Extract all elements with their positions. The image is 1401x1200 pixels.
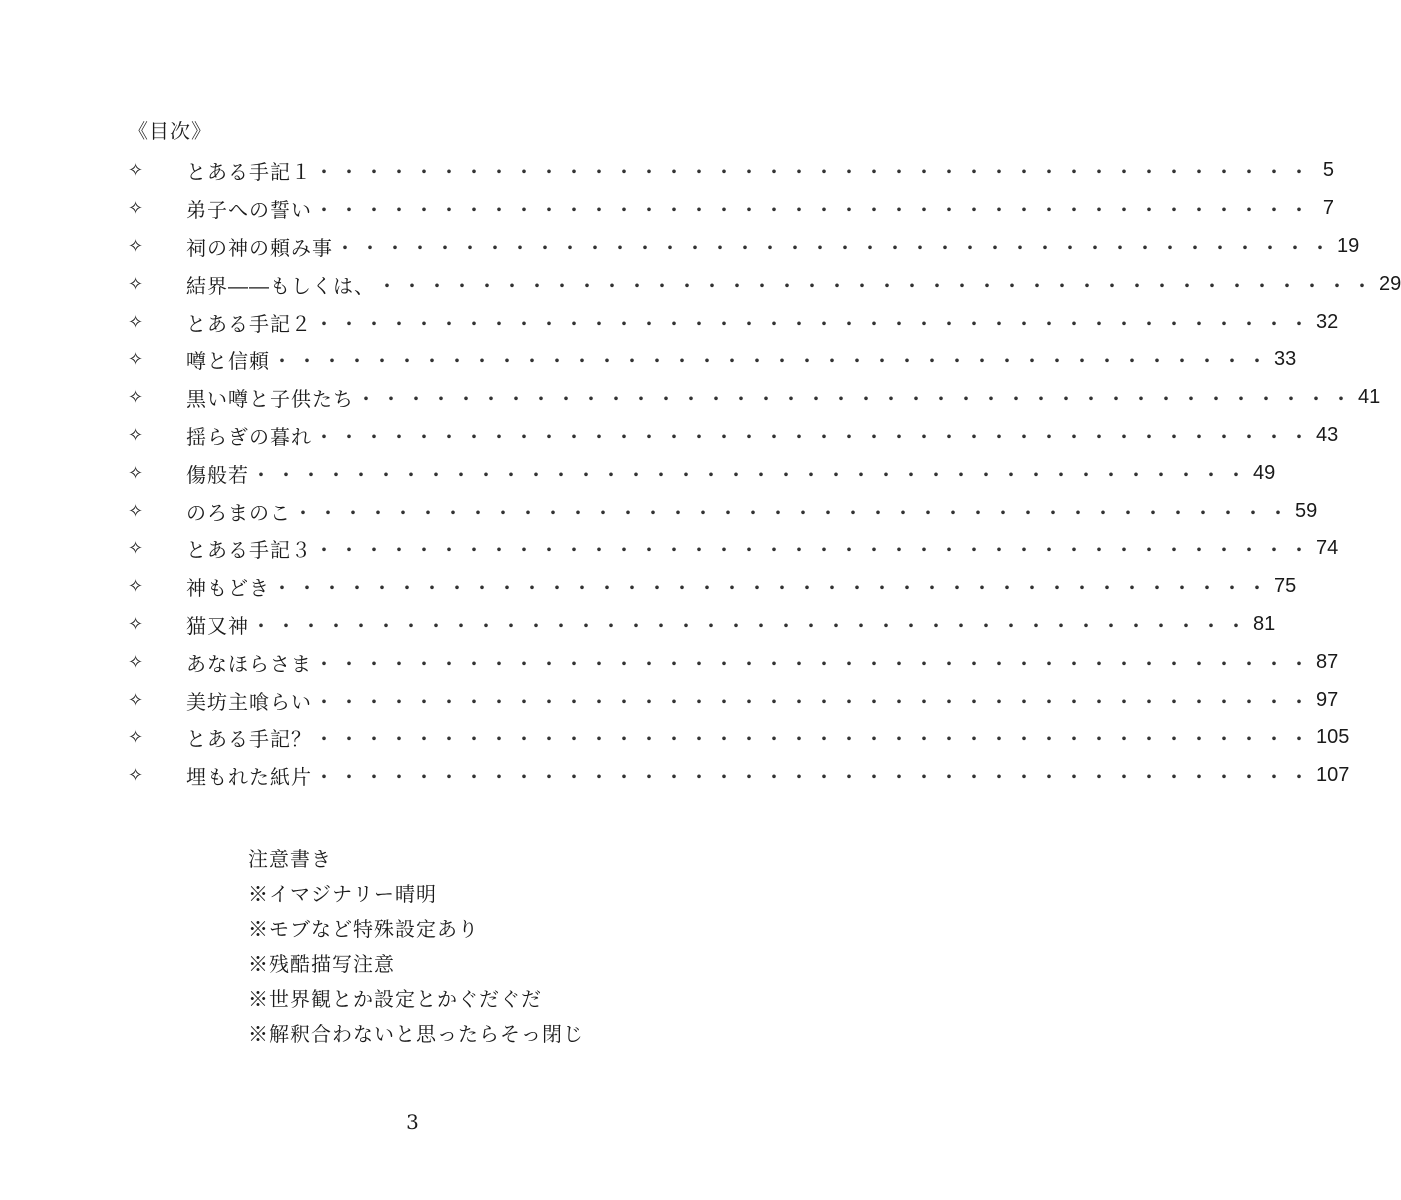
toc-entry-title: のろまのこ [186,500,291,525]
sparkle-bullet-icon: ✧ [128,651,144,673]
toc-entry-title: とある手記？ [186,727,312,752]
toc-entry-title: 埋もれた紙片 [186,765,312,790]
toc-entry [128,454,1276,492]
toc-entry-page: 43 [1316,423,1339,446]
toc-dot-leader: ・・・・・・・・・・・・・・・・・・・・・・・・・・・・・・・・・・・・・・・・ [314,160,1314,185]
note-item: ※世界観とか設定とかぐだぐだ [248,987,542,1011]
page-number: 3 [406,1110,419,1134]
toc-dot-leader: ・・・・・・・・・・・・・・・・・・・・・・・・・・・・・・・・・・・・・・・・ [251,462,1251,487]
toc-entry-title: 猫又神 [186,613,249,638]
toc-entry [128,228,1360,266]
sparkle-bullet-icon: ✧ [128,576,144,598]
toc-entry-title: 黒い噂と子供たち [186,387,354,412]
toc-entry [128,568,1297,606]
toc-entry-title: あなほらさま [186,651,312,676]
sparkle-bullet-icon: ✧ [128,311,144,333]
toc-entry [128,341,1297,379]
toc-entry [128,530,1339,568]
sparkle-bullet-icon: ✧ [128,273,144,295]
toc-entry [128,190,1334,228]
toc-entry-title: 揺らぎの暮れ [186,424,312,449]
toc-entry-page: 33 [1274,348,1297,371]
toc-entry [128,417,1339,455]
note-item: ※モブなど特殊設定あり [248,917,479,941]
sparkle-bullet-icon: ✧ [128,613,144,635]
toc-entry [128,152,1334,190]
toc-entry-title: 美坊主喰らい [186,689,312,714]
note-item: ※イマジナリー晴明 [248,882,437,906]
toc-entry [128,265,1401,303]
toc-entry [128,492,1318,530]
toc-entry-page: 97 [1316,688,1339,711]
toc-entry-page: 49 [1253,461,1276,484]
sparkle-bullet-icon: ✧ [128,500,144,522]
toc-entry-page: 107 [1316,764,1350,787]
toc-entry-title: 傷般若 [186,462,249,487]
toc-entry-page: 105 [1316,726,1350,749]
toc-list [128,152,1401,795]
toc-entry-title: とある手記２ [186,311,312,336]
sparkle-bullet-icon: ✧ [128,538,144,560]
sparkle-bullet-icon: ✧ [128,689,144,711]
notes-section [248,842,584,1052]
toc-dot-leader: ・・・・・・・・・・・・・・・・・・・・・・・・・・・・・・・・・・・・・・・・ [272,576,1272,601]
toc-entry-page: 81 [1253,612,1276,635]
sparkle-bullet-icon: ✧ [128,387,144,409]
toc-dot-leader: ・・・・・・・・・・・・・・・・・・・・・・・・・・・・・・・・・・・・・・・・ [314,198,1314,223]
sparkle-bullet-icon: ✧ [128,462,144,484]
sparkle-bullet-icon: ✧ [128,160,144,182]
toc-entry [128,681,1339,719]
toc-dot-leader: ・・・・・・・・・・・・・・・・・・・・・・・・・・・・・・・・・・・・・・・・ [356,387,1356,412]
sparkle-bullet-icon: ✧ [128,424,144,446]
toc-entry [128,643,1339,681]
toc-entry-title: 噂と信頼 [186,349,270,374]
toc-entry-page: 87 [1316,650,1339,673]
sparkle-bullet-icon: ✧ [128,198,144,220]
toc-heading: 《目次》 [128,119,212,143]
toc-entry-page: 19 [1337,234,1360,257]
toc-entry-title: とある手記１ [186,160,312,185]
toc-dot-leader: ・・・・・・・・・・・・・・・・・・・・・・・・・・・・・・・・・・・・・・・・ [314,727,1314,752]
toc-entry-page: 75 [1274,575,1297,598]
toc-dot-leader: ・・・・・・・・・・・・・・・・・・・・・・・・・・・・・・・・・・・・・・・・ [293,500,1293,525]
sparkle-bullet-icon: ✧ [128,235,144,257]
sparkle-bullet-icon: ✧ [128,727,144,749]
toc-dot-leader: ・・・・・・・・・・・・・・・・・・・・・・・・・・・・・・・・・・・・・・・・ [314,651,1314,676]
toc-dot-leader: ・・・・・・・・・・・・・・・・・・・・・・・・・・・・・・・・・・・・・・・・ [335,235,1335,260]
toc-entry-page: 41 [1358,386,1381,409]
toc-entry-page: 7 [1322,197,1334,220]
toc-dot-leader: ・・・・・・・・・・・・・・・・・・・・・・・・・・・・・・・・・・・・・・・・ [314,311,1314,336]
sparkle-bullet-icon: ✧ [128,349,144,371]
toc-entry [128,606,1276,644]
toc-entry-title: とある手記３ [186,538,312,563]
sparkle-bullet-icon: ✧ [128,765,144,787]
toc-entry-page: 29 [1379,272,1401,295]
toc-entry-page: 32 [1316,310,1339,333]
toc-dot-leader: ・・・・・・・・・・・・・・・・・・・・・・・・・・・・・・・・・・・・・・・・ [377,273,1377,298]
toc-entry-page: 5 [1322,159,1334,182]
toc-dot-leader: ・・・・・・・・・・・・・・・・・・・・・・・・・・・・・・・・・・・・・・・・ [314,538,1314,563]
toc-entry-title: 祠の神の頼み事 [186,235,333,260]
note-item: ※解釈合わないと思ったらそっ閉じ [248,1022,584,1046]
toc-entry-page: 59 [1295,499,1318,522]
note-item: ※残酷描写注意 [248,952,395,976]
toc-entry-title: 神もどき [186,576,270,601]
toc-dot-leader: ・・・・・・・・・・・・・・・・・・・・・・・・・・・・・・・・・・・・・・・・ [272,349,1272,374]
toc-entry-page: 74 [1316,537,1339,560]
toc-dot-leader: ・・・・・・・・・・・・・・・・・・・・・・・・・・・・・・・・・・・・・・・・ [314,765,1314,790]
toc-entry [128,303,1339,341]
toc-entry [128,757,1350,795]
toc-dot-leader: ・・・・・・・・・・・・・・・・・・・・・・・・・・・・・・・・・・・・・・・・ [314,689,1314,714]
toc-entry-title: 弟子への誓い [186,198,312,223]
toc-entry [128,719,1350,757]
toc-entry [128,379,1381,417]
toc-entry-title: 結界――もしくは、 [186,273,375,298]
notes-title: 注意書き [248,847,332,871]
toc-dot-leader: ・・・・・・・・・・・・・・・・・・・・・・・・・・・・・・・・・・・・・・・・ [314,424,1314,449]
toc-dot-leader: ・・・・・・・・・・・・・・・・・・・・・・・・・・・・・・・・・・・・・・・・ [251,613,1251,638]
